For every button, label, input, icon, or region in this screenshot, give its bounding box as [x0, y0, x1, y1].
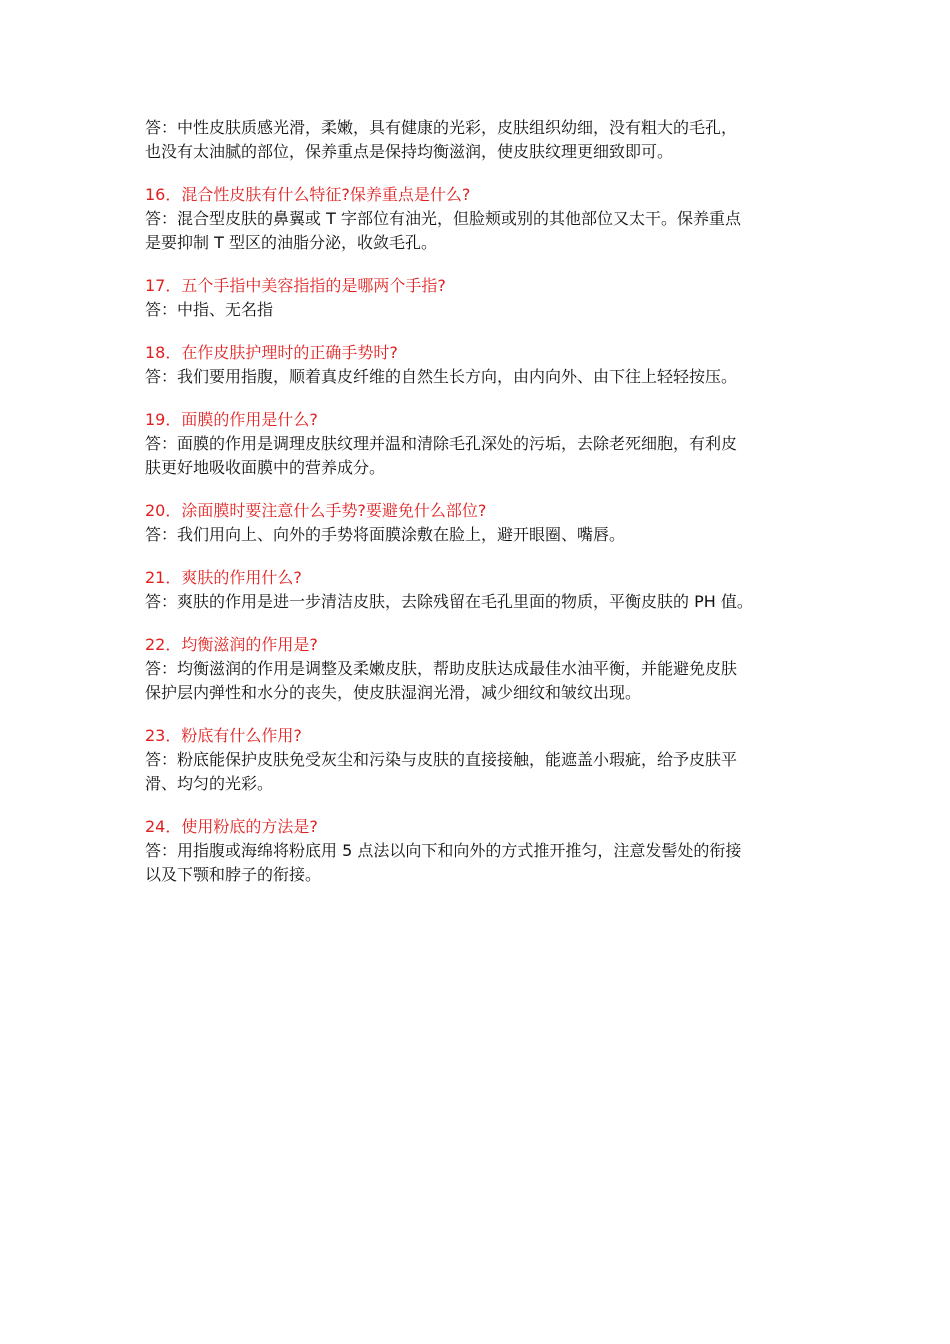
answer-line: 答：中指、无名指 [145, 300, 274, 319]
qa-item-20 [145, 499, 805, 547]
qa-item-19 [145, 408, 805, 480]
answer-line: 答：面膜的作用是调理皮肤纹理并温和清除毛孔深处的污垢，去除老死细胞，有利皮 [145, 434, 738, 453]
answer-line: 滑、均匀的光彩。 [145, 774, 274, 793]
question-heading: 20．涂面膜时要注意什么手势?要避免什么部位? [145, 501, 487, 520]
answer-line: 答：中性皮肤质感光滑，柔嫩，具有健康的光彩，皮肤组织幼细，没有粗大的毛孔， [145, 118, 738, 137]
question-heading: 19．面膜的作用是什么? [145, 410, 318, 429]
qa-item-16 [145, 183, 805, 255]
answer-line: 答：用指腹或海绵将粉底用 5 点法以向下和向外的方式推开推匀，注意发髻处的衔接 [145, 841, 742, 860]
answer-line: 答：爽肤的作用是进一步清洁皮肤，去除残留在毛孔里面的物质，平衡皮肤的 PH 值。 [145, 592, 753, 611]
answer-line: 答：我们要用指腹，顺着真皮纤维的自然生长方向，由内向外、由下往上轻轻按压。 [145, 367, 738, 386]
question-heading: 21．爽肤的作用什么? [145, 568, 302, 587]
question-heading: 23．粉底有什么作用? [145, 726, 302, 745]
qa-item-24 [145, 815, 805, 887]
document-page [145, 116, 805, 906]
question-heading: 17．五个手指中美容指指的是哪两个手指? [145, 276, 446, 295]
answer-line: 是要抑制 T 型区的油脂分泌，收敛毛孔。 [145, 233, 437, 252]
answer-line: 肤更好地吸收面膜中的营养成分。 [145, 458, 386, 477]
question-heading: 22．均衡滋润的作用是? [145, 635, 318, 654]
question-heading: 24．使用粉底的方法是? [145, 817, 318, 836]
question-heading: 16．混合性皮肤有什么特征?保养重点是什么? [145, 185, 471, 204]
qa-item-15 [145, 116, 805, 164]
answer-line: 以及下颚和脖子的衔接。 [145, 865, 322, 884]
qa-item-22 [145, 633, 805, 705]
qa-item-17 [145, 274, 805, 322]
answer-line: 答：均衡滋润的作用是调整及柔嫩皮肤，帮助皮肤达成最佳水油平衡，并能避免皮肤 [145, 659, 738, 678]
answer-line: 答：混合型皮肤的鼻翼或 T 字部位有油光，但脸颊或别的其他部位又太干。保养重点 [145, 209, 741, 228]
qa-item-23 [145, 724, 805, 796]
answer-line: 答：我们用向上、向外的手势将面膜涂敷在脸上，避开眼圈、嘴唇。 [145, 525, 626, 544]
qa-item-21 [145, 566, 805, 614]
question-heading: 18．在作皮肤护理时的正确手势时? [145, 343, 398, 362]
answer-line: 保护层内弹性和水分的丧失，使皮肤湿润光滑，减少细纹和皱纹出现。 [145, 683, 642, 702]
answer-line: 也没有太油腻的部位，保养重点是保持均衡滋润，使皮肤纹理更细致即可。 [145, 142, 674, 161]
answer-line: 答：粉底能保护皮肤免受灰尘和污染与皮肤的直接接触，能遮盖小瑕疵，给予皮肤平 [145, 750, 738, 769]
qa-item-18 [145, 341, 805, 389]
